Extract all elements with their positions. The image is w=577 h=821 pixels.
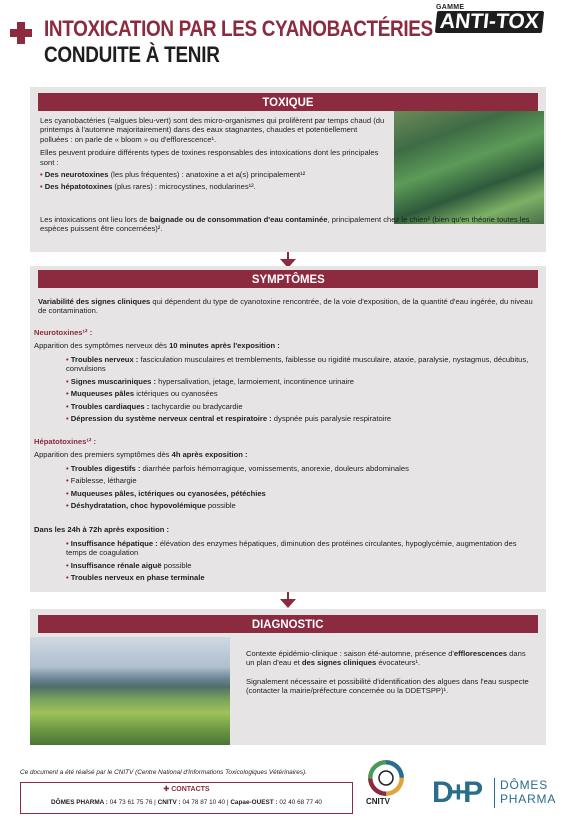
brand-logo: ANTI-TOX bbox=[435, 11, 544, 33]
toxique-heading: TOXIQUE bbox=[38, 93, 538, 111]
toxique-bullet-hepato: • Des hépatotoxines (plus rares) : microcystines, nodularines¹². bbox=[40, 182, 256, 192]
symptomes-heading: SYMPTÔMES bbox=[38, 270, 538, 288]
list-item: • Dépression du système nerveux central et respiratoire : dyspnée puis paralysie respiratoire bbox=[66, 414, 392, 424]
list-item: • Muqueuses pâles, ictériques ou cyanosées, pétéchies bbox=[66, 488, 266, 498]
plus-icon bbox=[10, 22, 32, 44]
hepato-title: Hépatotoxines¹² : bbox=[34, 437, 97, 446]
page-title: INTOXICATION PAR LES CYANOBACTÉRIES bbox=[44, 16, 433, 41]
list-item: • Insuffisance rénale aiguë possible bbox=[66, 560, 192, 570]
cnitv-label: CNITV bbox=[366, 797, 390, 806]
contacts-box bbox=[20, 782, 353, 814]
symptomes-intro: Variabilité des signes cliniques qui dépendent du type de cyanotoxine rencontrée, de la voie d'exposition, de la quantité d'eau ingérée, du niveau de contamination. bbox=[38, 297, 533, 316]
late-title: Dans les 24h à 72h après exposition : bbox=[34, 525, 170, 534]
late-list bbox=[66, 539, 534, 583]
toxique-section bbox=[30, 87, 546, 252]
domes-pharma-name: DÔMES PHARMA bbox=[500, 778, 557, 806]
toxique-bullet-neuro: • Des neurotoxines (les plus fréquentes) : anatoxine a et a(s) principalement¹² bbox=[40, 170, 306, 180]
diagnostic-report: Signalement nécessaire et possibilité d'identification des algues dans l'eau suspecte (contacter la mairie/préfecture concernée ou la DDETSPP)¹. bbox=[246, 676, 529, 696]
algae-water-image bbox=[394, 111, 544, 224]
hepato-lead: Apparition des premiers symptômes dès 4h après exposition : bbox=[34, 450, 248, 460]
contacts-title: ✚ CONTACTS bbox=[163, 786, 210, 793]
toxique-toxins: Elles peuvent produire différents types de toxines responsables des intoxications dont les principales sont : bbox=[40, 148, 379, 167]
flow-arrow bbox=[280, 599, 296, 608]
plus-icon: ✚ bbox=[163, 786, 172, 793]
logo-divider bbox=[494, 778, 495, 808]
list-item: • Insuffisance hépatique : élévation des enzymes hépatiques, diminution des protéines circulantes, hypoglycémie, augmentation des temps de coagulation bbox=[66, 539, 517, 558]
page-subtitle: CONDUITE À TENIR bbox=[44, 42, 220, 67]
diagnostic-section bbox=[30, 609, 546, 745]
neuro-title: Neurotoxines¹² : bbox=[34, 328, 93, 337]
list-item: • Muqueuses pâles ictériques ou cyanosées bbox=[66, 389, 218, 399]
symptomes-section bbox=[30, 266, 546, 592]
domes-pharma-logo: D+P bbox=[432, 776, 480, 809]
footer-note: Ce document a été réalisé par le CNITV (Centre National d'Informations Toxicologiques Vétérinaires). bbox=[20, 769, 307, 776]
list-item: • Troubles digestifs : diarrhée parfois hémorragique, vomissements, anorexie, douleurs abdominales bbox=[66, 464, 409, 473]
list-item: • Déshydratation, choc hypovolémique possible bbox=[66, 501, 236, 511]
list-item: • Signes muscariniques : hypersalivation, jetage, larmoiement, incontinence urinaire bbox=[66, 376, 354, 386]
diagnostic-heading: DIAGNOSTIC bbox=[38, 615, 538, 633]
range-label: GAMME bbox=[436, 4, 465, 11]
neuro-list bbox=[66, 355, 534, 423]
list-item: • Troubles nerveux en phase terminale bbox=[66, 573, 205, 583]
list-item: • Faiblesse, léthargie bbox=[66, 476, 137, 486]
diagnostic-context: Contexte épidémio-clinique : saison été-automne, présence d'efflorescences dans un plan d'eau et des signes cliniques évocateurs¹. bbox=[246, 649, 526, 668]
lake-bloom-image bbox=[30, 637, 230, 745]
list-item: • Troubles cardiaques : tachycardie ou bradycardie bbox=[66, 401, 243, 411]
list-item: • Troubles nerveux : fasciculation musculaires et tremblements, faiblesse ou rigidité musculaire, ataxie, paralysie, nystagmus, décubitus, convulsions bbox=[66, 355, 529, 374]
toxique-exposure: Les intoxications ont lieu lors de baignade ou de consommation d'eau contaminée, principalement chez le chien² (bien qu'en théorie toutes les espèces puissent être concernées)². bbox=[40, 215, 530, 234]
cnitv-logo-icon bbox=[368, 760, 404, 796]
contacts-line: DÔMES PHARMA : 04 73 61 75 76 | CNITV : 04 78 87 10 40 | Capae-OUEST : 02 40 68 77 40 bbox=[51, 799, 322, 806]
hepato-list bbox=[66, 464, 534, 511]
toxique-intro: Les cyanobactéries (=algues bleu-vert) sont des micro-organismes qui prolifèrent par temps chaud (du printemps à l'automne majoritairement) dans des eaux stagnantes, chaudes et potentiellement polluées : on parle de « bloom » ou d'efflorescence¹. bbox=[40, 116, 385, 144]
neuro-lead: Apparition des symptômes nerveux dès 10 minutes après l'exposition : bbox=[34, 341, 280, 351]
